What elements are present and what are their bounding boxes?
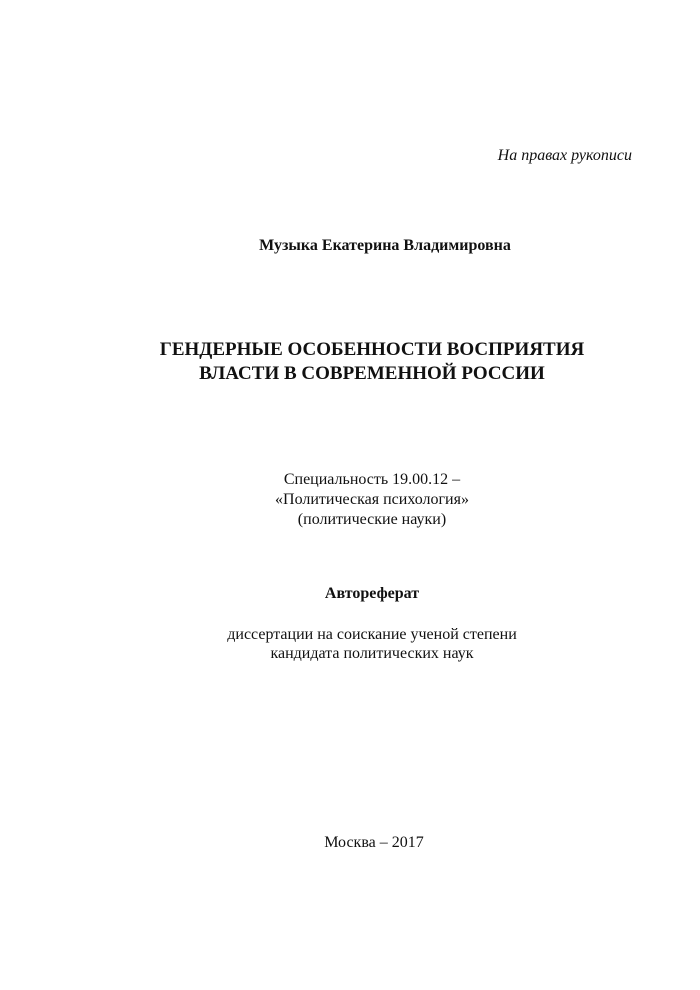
place-and-year: Москва – 2017 bbox=[324, 834, 424, 851]
specialty-field: (политические науки) bbox=[297, 511, 447, 528]
specialty-name: «Политическая психология» bbox=[275, 491, 469, 508]
manuscript-rights-note: На правах рукописи bbox=[497, 147, 632, 164]
dissertation-title-line-1: ГЕНДЕРНЫЕ ОСОБЕННОСТИ ВОСПРИЯТИЯ bbox=[159, 339, 585, 360]
degree-line-1: диссертации на соискание ученой степени bbox=[227, 626, 517, 643]
specialty-code: Специальность 19.00.12 – bbox=[283, 471, 461, 488]
degree-line-2: кандидата политических наук bbox=[270, 645, 474, 662]
document-type: Автореферат bbox=[324, 585, 420, 602]
dissertation-title-line-2: ВЛАСТИ В СОВРЕМЕННОЙ РОССИИ bbox=[199, 363, 545, 384]
author-name: Музыка Екатерина Владимировна bbox=[259, 237, 511, 254]
